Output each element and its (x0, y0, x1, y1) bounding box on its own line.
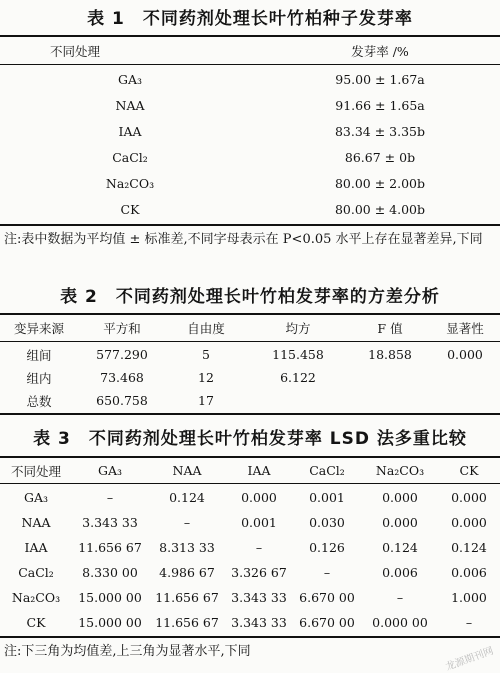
value-cell: – (323, 565, 331, 580)
table3 (0, 458, 500, 483)
value-cell: 15.000 00 (78, 615, 142, 630)
rate-cell: 91.66 ± 1.65a (335, 97, 425, 113)
value-cell: 0.000 (382, 515, 418, 530)
table-row (0, 585, 500, 610)
value-cell: – (183, 515, 191, 530)
value-cell: 0.124 (169, 490, 205, 505)
value-cell: 5 (202, 347, 210, 362)
table2-header-rule (0, 341, 500, 342)
value-cell: 0.000 00 (372, 615, 428, 630)
value-cell: 1.000 (451, 590, 487, 605)
value-cell: 0.001 (309, 490, 345, 505)
value-cell: 0.124 (382, 540, 418, 555)
treatment-cell: CaCl₂ (18, 565, 54, 580)
table1-caption: 表 1 不同药剂处理长叶竹柏种子发芽率 (87, 9, 413, 29)
source-cell: 总数 (26, 393, 52, 409)
value-cell: 0.006 (451, 565, 487, 580)
table3-caption: 表 3 不同药剂处理长叶竹柏发芽率 LSD 法多重比较 (33, 429, 467, 449)
value-cell (350, 366, 430, 389)
table-row (0, 560, 500, 585)
table3-header-ga3: GA₃ (97, 463, 123, 478)
table1-header-treatment: 不同处理 (50, 43, 101, 59)
value-cell: 0.000 (382, 490, 418, 505)
value-cell: 3.326 67 (231, 565, 287, 580)
treatment-cell: NAA (21, 515, 51, 530)
table-row (0, 610, 500, 635)
table1-note: 注:表中数据为平均值 ± 标准差,不同字母表示在 P<0.05 水平上存在显著差异,下同 (4, 232, 483, 247)
table3-header-ck: CK (459, 463, 479, 478)
table2-header-sig: 显著性 (446, 321, 484, 336)
value-cell: 11.656 67 (78, 540, 142, 555)
table3-body (0, 485, 500, 635)
value-cell: 650.758 (96, 393, 148, 408)
source-cell: 组间 (26, 347, 52, 363)
table3-header-na2co3: Na₂CO₃ (375, 463, 425, 478)
table1-body (0, 66, 500, 222)
table-row (0, 535, 500, 560)
value-cell: 0.124 (451, 540, 487, 555)
table2-body (0, 343, 500, 412)
value-cell: 0.000 (451, 515, 487, 530)
table3-header-rule (0, 483, 500, 484)
value-cell (430, 366, 500, 389)
treatment-cell: NAA (115, 97, 145, 113)
value-cell: 115.458 (272, 347, 324, 362)
value-cell: 0.000 (451, 490, 487, 505)
treatment-cell: CK (26, 615, 46, 630)
treatment-cell: CK (120, 201, 140, 217)
value-cell: 17 (198, 393, 214, 408)
table-row (0, 485, 500, 510)
rate-cell: 80.00 ± 2.00b (334, 175, 426, 191)
value-cell: 6.670 00 (299, 615, 355, 630)
treatment-cell: IAA (118, 123, 142, 139)
value-cell: 0.126 (309, 540, 345, 555)
value-cell: 15.000 00 (78, 590, 142, 605)
value-cell: 3.343 33 (231, 615, 287, 630)
table-row (0, 144, 500, 170)
table3-header-cacl2: CaCl₂ (309, 463, 345, 478)
value-cell (246, 389, 350, 412)
treatment-cell: CaCl₂ (112, 149, 148, 165)
table-row (0, 196, 500, 222)
value-cell: 8.330 00 (82, 565, 138, 580)
value-cell: 6.670 00 (299, 590, 355, 605)
treatment-cell: Na₂CO₃ (105, 175, 155, 191)
table-row (0, 118, 500, 144)
table3-header-treatment: 不同处理 (10, 463, 61, 479)
table-row (0, 510, 500, 535)
table3-header-naa: NAA (172, 463, 202, 478)
value-cell: 3.343 33 (231, 590, 287, 605)
rate-cell: 95.00 ± 1.67a (335, 71, 425, 87)
value-cell: – (396, 590, 404, 605)
table1-header-row (0, 37, 500, 64)
rate-cell: 80.00 ± 4.00b (334, 201, 426, 217)
table1 (0, 37, 500, 64)
value-cell: 0.001 (241, 515, 277, 530)
value-cell: – (106, 490, 114, 505)
table-row (0, 343, 500, 366)
table2-caption: 表 2 不同药剂处理长叶竹柏发芽率的方差分析 (60, 287, 440, 307)
value-cell: 0.006 (382, 565, 418, 580)
value-cell: 3.343 33 (82, 515, 138, 530)
table3-header-iaa: IAA (247, 463, 271, 478)
rate-cell: 83.34 ± 3.35b (334, 123, 426, 139)
table2-header-f: F 值 (377, 321, 403, 336)
value-cell: 73.468 (100, 370, 144, 385)
table1-header-rate: 发芽率 /% (351, 43, 409, 59)
table-row (0, 170, 500, 196)
table-row (0, 389, 500, 412)
value-cell: – (255, 540, 263, 555)
table2-header-ss: 平方和 (103, 321, 141, 336)
watermark-logo: 龙源期刊网 (444, 645, 496, 673)
value-cell: 4.986 67 (159, 565, 215, 580)
value-cell: 0.000 (447, 347, 483, 362)
table-row (0, 92, 500, 118)
table2 (0, 315, 500, 341)
table1-bottom-rule (0, 224, 500, 226)
value-cell: 0.000 (241, 490, 277, 505)
table2-header-row (0, 315, 500, 341)
table1-header-rule (0, 64, 500, 65)
table2-header-df: 自由度 (187, 321, 225, 336)
table-row (0, 366, 500, 389)
table3-bottom-rule (0, 636, 500, 638)
value-cell: – (465, 615, 473, 630)
table2-bottom-rule (0, 413, 500, 415)
table3-note: 注:下三角为均值差,上三角为显著水平,下同 (4, 644, 251, 659)
rate-cell: 86.67 ± 0b (344, 149, 416, 165)
value-cell (430, 389, 500, 412)
treatment-cell: GA₃ (117, 71, 143, 87)
table3-header-row (0, 458, 500, 483)
treatment-cell: GA₃ (23, 490, 49, 505)
value-cell: 18.858 (368, 347, 412, 362)
value-cell: 11.656 67 (155, 615, 219, 630)
treatment-cell: IAA (24, 540, 48, 555)
table2-header-source: 变异来源 (13, 321, 64, 336)
table-row (0, 66, 500, 92)
treatment-cell: Na₂CO₃ (11, 590, 61, 605)
table2-header-ms: 均方 (285, 321, 311, 336)
value-cell: 12 (198, 370, 214, 385)
value-cell (350, 389, 430, 412)
value-cell: 0.030 (309, 515, 345, 530)
value-cell: 8.313 33 (159, 540, 215, 555)
value-cell: 11.656 67 (155, 590, 219, 605)
value-cell: 577.290 (96, 347, 148, 362)
value-cell: 6.122 (280, 370, 316, 385)
source-cell: 组内 (26, 370, 52, 386)
